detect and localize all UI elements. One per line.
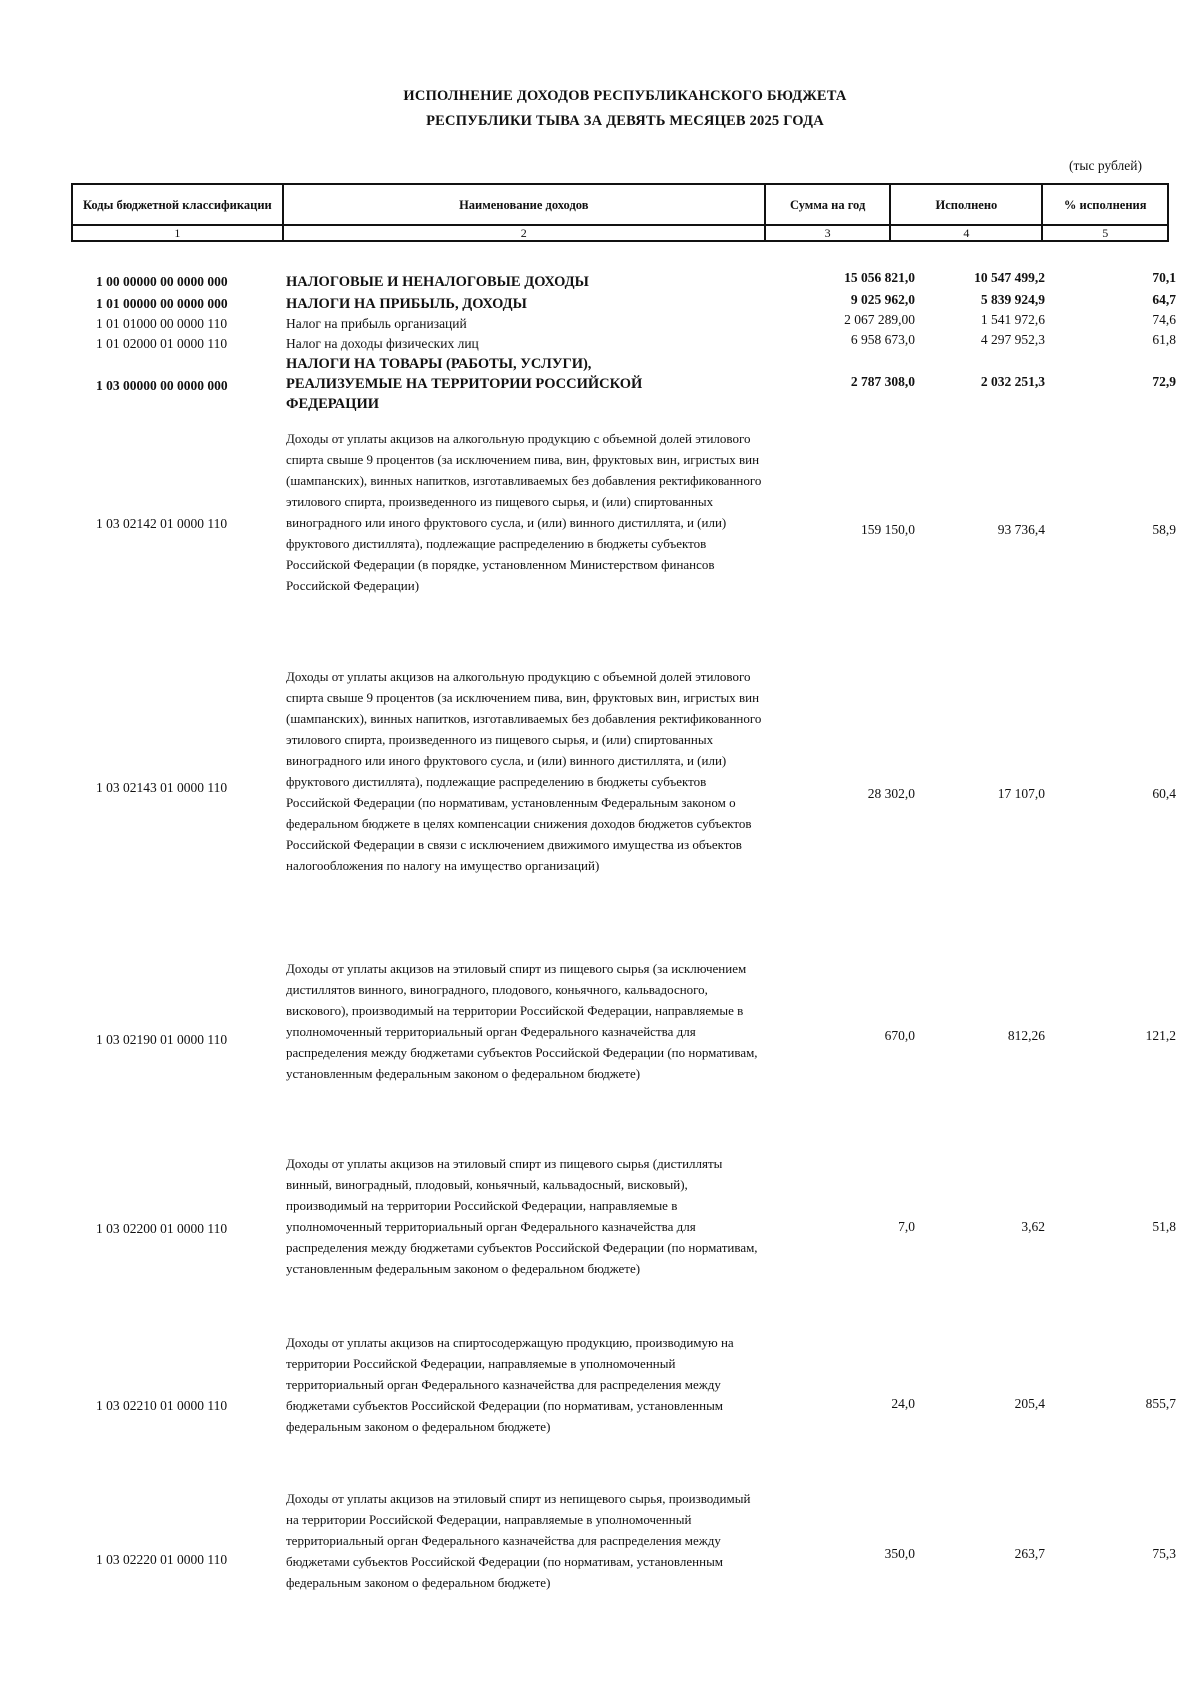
row-percent: 64,7 bbox=[1152, 292, 1176, 307]
row-year-sum: 2 787 308,0 bbox=[850, 374, 915, 389]
row-year-sum: 24,0 bbox=[891, 1396, 915, 1411]
document-title-line2: РЕСПУБЛИКИ ТЫВА ЗА ДЕВЯТЬ МЕСЯЦЕВ 2025 ГОДА bbox=[426, 113, 824, 129]
row-year-sum: 159 150,0 bbox=[861, 522, 915, 537]
row-executed: 1 541 972,6 bbox=[980, 312, 1045, 327]
row-name: Доходы от уплаты акцизов на алкогольную продукцию с объемной долей этилового спирта свыше 9 процентов (за исключением пива, вин, фруктовых вин, игристых вин (шампанских), винных напитков, изготавливаемых без добавления ректификованного этилового спирта, произведенного из пищевого сырья, и (или) спиртованных виноградного или иного фруктового сусла, и (или) винного дистиллята, и (или) фруктового дистиллята), подлежащие распределению в бюджеты субъектов Российской Федерации (по нормативам, установленным Федеральным законом о федеральном бюджете в целях компенсации снижения доходов бюджетов субъектов Российской Федерации в связи с исключением движимого имущества из объектов налогообложения по налогу на имущество организаций) bbox=[286, 669, 762, 873]
header-num-2: 2 bbox=[283, 225, 765, 241]
row-percent: 74,6 bbox=[1152, 312, 1176, 327]
row-executed: 205,4 bbox=[1014, 1396, 1045, 1411]
row-name: НАЛОГИ НА ПРИБЫЛЬ, ДОХОДЫ bbox=[286, 296, 527, 312]
table-header bbox=[71, 183, 1169, 242]
row-code: 1 03 00000 00 0000 000 bbox=[96, 378, 228, 393]
units-label: (тыс рублей) bbox=[1069, 158, 1142, 173]
row-code: 1 03 02190 01 0000 110 bbox=[96, 1032, 228, 1047]
row-executed: 812,26 bbox=[1007, 1028, 1045, 1043]
row-percent: 72,9 bbox=[1152, 374, 1176, 389]
header-num-5: 5 bbox=[1042, 225, 1168, 241]
row-percent: 70,1 bbox=[1152, 270, 1176, 285]
row-percent: 51,8 bbox=[1152, 1219, 1176, 1234]
row-name: НАЛОГОВЫЕ И НЕНАЛОГОВЫЕ ДОХОДЫ bbox=[286, 274, 589, 290]
header-income-name: Наименование доходов bbox=[283, 184, 765, 225]
row-year-sum: 15 056 821,0 bbox=[844, 270, 915, 285]
row-year-sum: 670,0 bbox=[884, 1028, 915, 1043]
header-year-sum: Сумма на год bbox=[765, 184, 891, 225]
header-num-3: 3 bbox=[765, 225, 891, 241]
row-name: Доходы от уплаты акцизов на спиртосодержащую продукцию, производимую на территории Российской Федерации, направляемые в уполномоченный территориальный орган Федерального казначейства для распределения между бюджетами субъектов Российской Федерации (по нормативам, установленным федеральным законом о федеральном бюджете) bbox=[286, 1335, 734, 1434]
row-percent: 60,4 bbox=[1152, 786, 1176, 801]
row-year-sum: 2 067 289,00 bbox=[844, 312, 915, 327]
row-year-sum: 7,0 bbox=[898, 1219, 915, 1234]
row-percent: 121,2 bbox=[1145, 1028, 1176, 1043]
row-year-sum: 350,0 bbox=[884, 1546, 915, 1561]
row-executed: 93 736,4 bbox=[997, 522, 1045, 537]
row-code: 1 03 02200 01 0000 110 bbox=[96, 1221, 228, 1236]
row-year-sum: 28 302,0 bbox=[867, 786, 915, 801]
header-num-1: 1 bbox=[72, 225, 283, 241]
row-executed: 263,7 bbox=[1014, 1546, 1045, 1561]
row-code: 1 03 02143 01 0000 110 bbox=[96, 780, 228, 795]
header-executed: Исполнено bbox=[890, 184, 1042, 225]
row-code: 1 01 02000 01 0000 110 bbox=[96, 336, 228, 351]
row-executed: 5 839 924,9 bbox=[980, 292, 1045, 307]
row-name: Доходы от уплаты акцизов на этиловый спирт из пищевого сырья (дистилляты винный, виноградный, плодовый, коньячный, кальвадосный, висковый), производимый на территории Российской Федерации, направляемые в уполномоченный территориальный орган Федерального казначейства для распределения между бюджетами субъектов Российской Федерации (по нормативам, установленным федеральным законом о федеральном бюджете) bbox=[286, 1156, 758, 1276]
row-code: 1 03 02220 01 0000 110 bbox=[96, 1552, 228, 1567]
row-executed: 10 547 499,2 bbox=[974, 270, 1045, 285]
row-code: 1 03 02142 01 0000 110 bbox=[96, 516, 228, 531]
row-name: Налог на доходы физических лиц bbox=[286, 336, 479, 351]
header-num-4: 4 bbox=[890, 225, 1042, 241]
row-executed: 17 107,0 bbox=[997, 786, 1045, 801]
row-percent: 75,3 bbox=[1152, 1546, 1176, 1561]
row-code: 1 01 01000 00 0000 110 bbox=[96, 316, 228, 331]
row-code: 1 00 00000 00 0000 000 bbox=[96, 274, 228, 289]
row-percent: 855,7 bbox=[1145, 1396, 1176, 1411]
document-title-line1: ИСПОЛНЕНИЕ ДОХОДОВ РЕСПУБЛИКАНСКОГО БЮДЖЕТА bbox=[403, 88, 847, 104]
row-name: Доходы от уплаты акцизов на этиловый спирт из пищевого сырья (за исключением дистиллятов винного, виноградного, плодового, коньячного, кальвадосного, вискового), производимый на территории Российской Федерации, направляемые в уполномоченный территориальный орган Федерального казначейства для распределения между бюджетами субъектов Российской Федерации (по нормативам, установленным федеральным законом о федеральном бюджете) bbox=[286, 961, 758, 1081]
row-percent: 61,8 bbox=[1152, 332, 1176, 347]
row-name: Налог на прибыль организаций bbox=[286, 316, 467, 331]
row-year-sum: 9 025 962,0 bbox=[850, 292, 915, 307]
header-codes: Коды бюджетной классификации bbox=[72, 184, 283, 225]
row-executed: 4 297 952,3 bbox=[980, 332, 1045, 347]
row-year-sum: 6 958 673,0 bbox=[850, 332, 915, 347]
row-name: Доходы от уплаты акцизов на этиловый спирт из непищевого сырья, производимый на территории Российской Федерации, направляемые в уполномоченный территориальный орган Федерального казначейства для распределения между бюджетами субъектов Российской Федерации (по нормативам, установленным федеральным законом о федеральном бюджете) bbox=[286, 1491, 751, 1590]
row-executed: 2 032 251,3 bbox=[980, 374, 1045, 389]
row-executed: 3,62 bbox=[1021, 1219, 1045, 1234]
row-code: 1 01 00000 00 0000 000 bbox=[96, 296, 228, 311]
header-percent: % исполнения bbox=[1042, 184, 1168, 225]
row-name: НАЛОГИ НА ТОВАРЫ (РАБОТЫ, УСЛУГИ), РЕАЛИЗУЕМЫЕ НА ТЕРРИТОРИИ РОССИЙСКОЙ ФЕДЕРАЦИИ bbox=[286, 356, 643, 412]
row-code: 1 03 02210 01 0000 110 bbox=[96, 1398, 228, 1413]
row-percent: 58,9 bbox=[1152, 522, 1176, 537]
row-name: Доходы от уплаты акцизов на алкогольную продукцию с объемной долей этилового спирта свыше 9 процентов (за исключением пива, вин, фруктовых вин, игристых вин (шампанских), винных напитков, изготавливаемых без добавления ректификованного этилового спирта, произведенного из пищевого сырья, и (или) спиртованных виноградного или иного фруктового сусла, и (или) винного дистиллята, и (или) фруктового дистиллята), подлежащие распределению в бюджеты субъектов Российской Федерации (в порядке, установленном Министерством финансов Российской Федерации) bbox=[286, 431, 762, 593]
